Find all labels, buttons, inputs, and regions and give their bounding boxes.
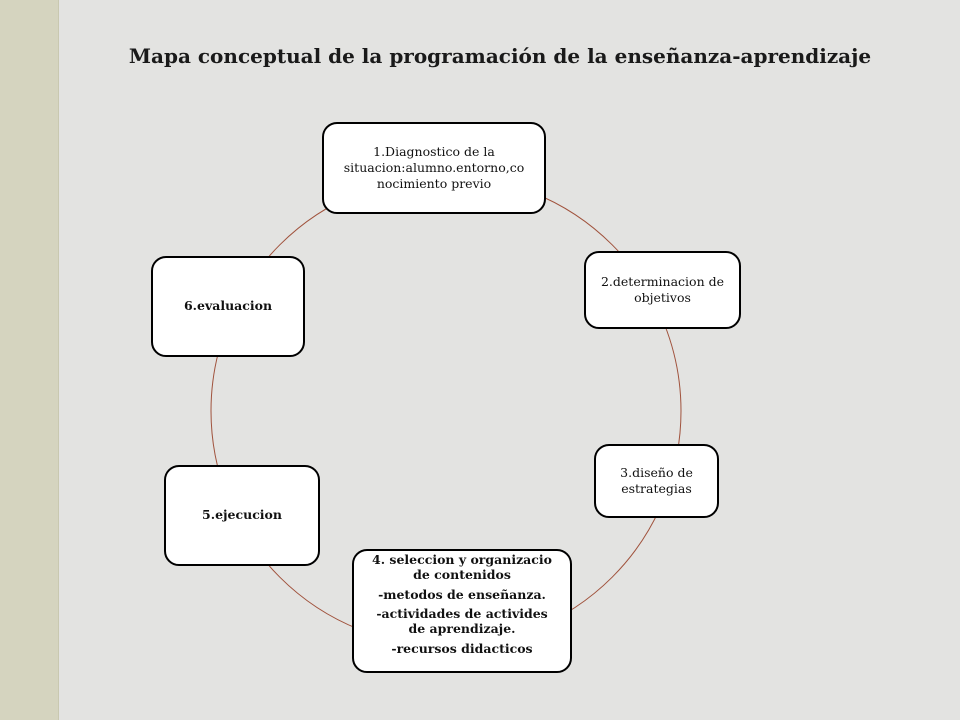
node-diagnostico-line-2: situacion:alumno.entorno,co	[343, 159, 525, 175]
node-evaluacion-label: 6.evaluacion	[183, 298, 273, 314]
node-diagnostico	[322, 122, 546, 214]
node-estrategias-line-1: 3.diseño de	[620, 464, 693, 480]
node-contenidos-line-5: de aprendizaje.	[408, 621, 516, 636]
node-diagnostico-line-3: nocimiento previo	[376, 176, 492, 192]
node-estrategias-line-2: estrategias	[621, 481, 692, 496]
node-objetivos-line-2: objetivos	[634, 290, 691, 305]
page-title: Mapa conceptual de la programación de la enseñanza-aprendizaje	[128, 44, 872, 68]
node-contenidos-line-1: 4. seleccion y organizacio	[372, 552, 552, 567]
node-ejecucion-label: 5.ejecucion	[202, 507, 282, 523]
node-diagnostico-line-1: 1.Diagnostico de la	[373, 143, 495, 159]
node-contenidos-line-3: -metodos de enseñanza.	[378, 586, 546, 602]
node-contenidos-line-2: de contenidos	[413, 566, 511, 582]
node-ejecucion	[164, 465, 320, 566]
node-objetivos	[584, 251, 741, 329]
node-contenidos-line-6: -recursos didacticos	[391, 640, 533, 656]
node-contenidos-line-4: -actividades de activides	[376, 606, 548, 622]
node-objetivos-line-1: 2.determinacion de	[600, 273, 725, 289]
node-contenidos	[352, 549, 572, 673]
node-estrategias	[594, 444, 719, 518]
node-evaluacion	[151, 256, 305, 357]
